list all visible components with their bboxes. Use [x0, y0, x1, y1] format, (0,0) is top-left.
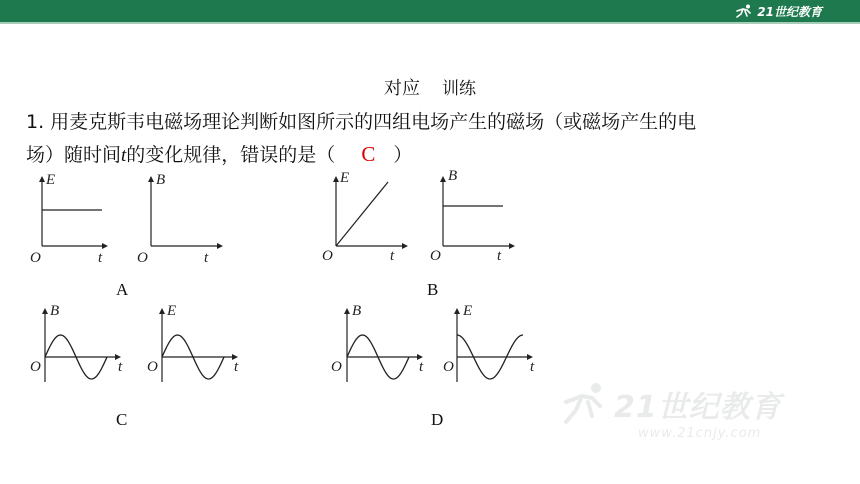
graph-a-magnetic-x-label: t [204, 250, 209, 266]
graph-c-magnetic-y-label: B [50, 303, 60, 319]
graph-d-electric-x-label: t [530, 359, 535, 375]
graph-b-electric-y-label: E [340, 170, 350, 186]
graph-d-magnetic-y-label: B [352, 303, 362, 319]
x-arrow [102, 243, 108, 249]
graph-d-magnetic-x-label: t [419, 359, 424, 375]
graph-a-electric-y-label: E [46, 172, 56, 188]
banner-divider [0, 22, 860, 24]
question-text [26, 106, 826, 172]
graph-c-magnetic [43, 308, 123, 388]
question-line-1: 1. 用麦克斯韦电磁场理论判断如图所示的四组电场产生的磁场（或磁场产生的电 [26, 111, 697, 133]
y-arrow [148, 176, 154, 182]
y-arrow [344, 308, 350, 314]
graph-c-magnetic-origin: O [30, 359, 41, 375]
x-arrow [509, 243, 515, 249]
x-arrow [217, 243, 223, 249]
graph-b-magnetic-y-label: B [448, 168, 458, 184]
heading-part2: 训练 [442, 79, 476, 99]
graph-a-electric-origin: O [30, 250, 41, 266]
question-line-2 [26, 138, 826, 172]
heading-part1: 对应 [384, 78, 420, 99]
graph-b-electric-origin: O [322, 248, 333, 264]
graph-a-magnetic-y-label: B [156, 172, 166, 188]
graph-d-magnetic-origin: O [331, 359, 342, 375]
graph-c-electric [160, 308, 240, 388]
option-b-label: B [427, 280, 439, 299]
logo-text: 21世纪教育 [757, 4, 822, 19]
runner-logo-icon [734, 4, 754, 18]
graph-a-magnetic-origin: O [137, 250, 148, 266]
question-time-variable: t [121, 145, 127, 166]
section-heading [0, 74, 860, 100]
question-close-paren: ） [393, 144, 413, 166]
answer-mark: C [361, 142, 376, 166]
y-arrow [440, 176, 446, 182]
graph-c-electric-origin: O [147, 359, 158, 375]
graph-b-electric-x-label: t [390, 248, 395, 264]
question-line-2-prefix: 场）随时间 [26, 144, 122, 166]
brand-logo [734, 2, 822, 20]
graph-a-electric-x-label: t [98, 250, 103, 266]
graph-b-magnetic-plot [441, 176, 517, 248]
graph-b-magnetic-x-label: t [497, 248, 502, 264]
x-arrow [402, 243, 408, 249]
graph-d-electric-origin: O [443, 359, 454, 375]
graph-d-magnetic [345, 308, 425, 388]
graph-b-magnetic [441, 176, 517, 252]
y-arrow [159, 308, 165, 314]
y-arrow [39, 176, 45, 182]
graph-d-electric-y-label: E [463, 303, 473, 319]
watermark [560, 376, 850, 450]
top-banner [0, 0, 860, 22]
watermark-runner-icon [560, 380, 610, 430]
y-arrow [42, 308, 48, 314]
option-d-label: D [431, 410, 444, 429]
graph-c-magnetic-x-label: t [118, 359, 123, 375]
option-a-label: A [116, 280, 129, 299]
graph-b-magnetic-origin: O [430, 248, 441, 264]
y-arrow [454, 308, 460, 314]
graph-c-electric-y-label: E [167, 303, 177, 319]
graph-c-electric-x-label: t [234, 359, 239, 375]
question-line-2-suffix: 的变化规律，错误的是（ [126, 144, 336, 166]
graph-curve [336, 182, 388, 246]
option-c-label: C [116, 410, 128, 429]
watermark-url-text: www.21cnjy.com [638, 426, 762, 441]
watermark-main-text: 21世纪教育 [614, 390, 782, 425]
graph-b-electric [334, 176, 410, 252]
y-arrow [333, 176, 339, 182]
graph-d-electric [455, 308, 535, 388]
